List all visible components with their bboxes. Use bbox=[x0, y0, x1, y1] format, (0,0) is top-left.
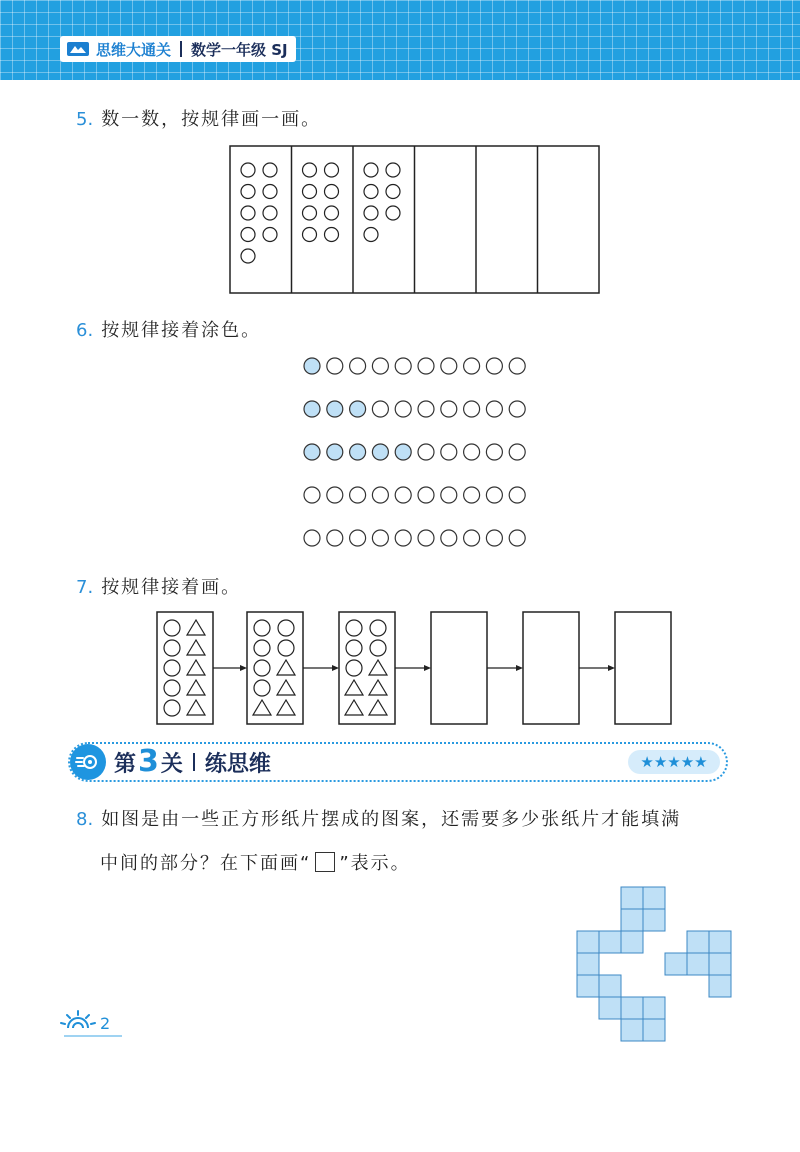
page-number: 2 bbox=[100, 1014, 111, 1033]
question-text: 按规律接着画。 bbox=[101, 577, 242, 598]
q5-circle bbox=[263, 163, 277, 177]
q6-empty-circle bbox=[350, 487, 366, 503]
q6-empty-circle bbox=[486, 487, 502, 503]
question-8-line2 bbox=[100, 849, 411, 875]
q6-empty-circle bbox=[486, 358, 502, 374]
q5-circle bbox=[241, 249, 255, 263]
q8-paper-square bbox=[577, 975, 599, 997]
q6-empty-circle bbox=[395, 358, 411, 374]
q7-circle bbox=[346, 660, 362, 676]
question-number: 5. bbox=[76, 109, 94, 130]
q6-filled-circle bbox=[372, 444, 388, 460]
q7-circle bbox=[164, 640, 180, 656]
q7-triangle bbox=[187, 640, 205, 655]
series-title: 思维大通关 bbox=[96, 40, 172, 59]
q7-box bbox=[523, 612, 579, 724]
q8-paper-square bbox=[687, 953, 709, 975]
q8-paper-square bbox=[577, 931, 599, 953]
q5-circle bbox=[263, 185, 277, 199]
q7-arrow-head bbox=[332, 665, 339, 671]
square-symbol bbox=[315, 852, 335, 872]
question-text: 按规律接着涂色。 bbox=[101, 320, 262, 341]
q6-filled-circle bbox=[395, 444, 411, 460]
q7-circle bbox=[164, 660, 180, 676]
q5-circle bbox=[241, 228, 255, 242]
q6-empty-circle bbox=[464, 358, 480, 374]
q8-paper-square bbox=[599, 975, 621, 997]
q7-circle bbox=[254, 620, 270, 636]
q6-empty-circle bbox=[304, 530, 320, 546]
q7-circle bbox=[254, 640, 270, 656]
q6-empty-circle bbox=[509, 444, 525, 460]
q6-empty-circle bbox=[509, 530, 525, 546]
q7-circle bbox=[370, 620, 386, 636]
q7-arrow-head bbox=[516, 665, 523, 671]
q7-box bbox=[431, 612, 487, 724]
brain-gear-icon bbox=[70, 744, 106, 780]
q7-circle bbox=[164, 680, 180, 696]
q5-circle bbox=[386, 206, 400, 220]
question-number: 8. bbox=[76, 809, 94, 830]
q6-empty-circle bbox=[486, 444, 502, 460]
q8-paper-square bbox=[665, 953, 687, 975]
q5-circle bbox=[325, 206, 339, 220]
q6-empty-circle bbox=[418, 530, 434, 546]
question-text-b: ”表示。 bbox=[339, 853, 411, 874]
q5-circle bbox=[386, 163, 400, 177]
q6-empty-circle bbox=[304, 487, 320, 503]
section-suffix: 关 bbox=[160, 751, 183, 777]
q6-empty-circle bbox=[486, 401, 502, 417]
q7-arrow-head bbox=[424, 665, 431, 671]
q6-empty-circle bbox=[441, 401, 457, 417]
section-divider bbox=[193, 753, 195, 771]
q8-paper-square bbox=[643, 1019, 665, 1041]
q6-empty-circle bbox=[395, 487, 411, 503]
q7-triangle bbox=[187, 700, 205, 715]
section-prefix: 第 bbox=[114, 751, 137, 777]
q8-paper-square bbox=[599, 931, 621, 953]
section-title bbox=[114, 744, 271, 779]
q6-empty-circle bbox=[372, 487, 388, 503]
q7-triangle bbox=[253, 700, 271, 715]
q6-empty-circle bbox=[418, 401, 434, 417]
section-name: 练思维 bbox=[204, 751, 271, 777]
question-number: 7. bbox=[76, 577, 94, 598]
q6-filled-circle bbox=[327, 401, 343, 417]
q6-empty-circle bbox=[327, 487, 343, 503]
q7-triangle bbox=[345, 700, 363, 715]
footer-underline bbox=[64, 1035, 122, 1037]
q5-circle bbox=[303, 185, 317, 199]
q6-empty-circle bbox=[441, 487, 457, 503]
q6-empty-circle bbox=[509, 401, 525, 417]
q7-triangle bbox=[277, 680, 295, 695]
q8-paper-square bbox=[621, 997, 643, 1019]
q6-empty-circle bbox=[464, 444, 480, 460]
q8-paper-square bbox=[709, 975, 731, 997]
q8-paper-square bbox=[643, 997, 665, 1019]
q7-arrow-head bbox=[240, 665, 247, 671]
q6-empty-circle bbox=[509, 358, 525, 374]
q6-empty-circle bbox=[418, 487, 434, 503]
q8-paper-square bbox=[621, 1019, 643, 1041]
q5-circle bbox=[364, 185, 378, 199]
q6-filled-circle bbox=[350, 444, 366, 460]
q8-paper-square bbox=[577, 953, 599, 975]
q8-paper-square bbox=[599, 997, 621, 1019]
q6-empty-circle bbox=[486, 530, 502, 546]
question-text: 数一数，按规律画一画。 bbox=[101, 109, 322, 130]
q6-empty-circle bbox=[395, 401, 411, 417]
q5-circle bbox=[325, 228, 339, 242]
question-8-heading bbox=[76, 805, 681, 831]
q6-empty-circle bbox=[441, 444, 457, 460]
question-text: 如图是由一些正方形纸片摆成的图案，还需要多少张纸片才能填满 bbox=[101, 809, 682, 830]
q7-circle bbox=[254, 660, 270, 676]
q6-empty-circle bbox=[327, 530, 343, 546]
section-number: 3 bbox=[138, 744, 159, 779]
q7-triangle bbox=[369, 680, 387, 695]
q7-circle bbox=[346, 640, 362, 656]
q6-empty-circle bbox=[418, 444, 434, 460]
q5-circle bbox=[241, 206, 255, 220]
q7-triangle bbox=[187, 660, 205, 675]
q6-empty-circle bbox=[441, 358, 457, 374]
q6-empty-circle bbox=[372, 401, 388, 417]
q6-empty-circle bbox=[350, 358, 366, 374]
q8-paper-square bbox=[687, 931, 709, 953]
q7-circle bbox=[278, 640, 294, 656]
q5-circle bbox=[325, 185, 339, 199]
q8-paper-square bbox=[709, 931, 731, 953]
q5-circle bbox=[303, 163, 317, 177]
q6-empty-circle bbox=[350, 530, 366, 546]
question-number: 6. bbox=[76, 320, 94, 341]
q5-circle bbox=[364, 163, 378, 177]
q8-paper-square bbox=[709, 953, 731, 975]
q8-paper-square bbox=[643, 887, 665, 909]
q6-empty-circle bbox=[464, 401, 480, 417]
q5-circle bbox=[241, 163, 255, 177]
q7-triangle bbox=[345, 680, 363, 695]
q5-circle bbox=[325, 163, 339, 177]
q7-circle bbox=[278, 620, 294, 636]
question-text-a: 中间的部分？在下面画“ bbox=[100, 853, 312, 874]
q6-filled-circle bbox=[350, 401, 366, 417]
q7-triangle bbox=[277, 700, 295, 715]
q6-empty-circle bbox=[327, 358, 343, 374]
q6-filled-circle bbox=[304, 358, 320, 374]
q6-empty-circle bbox=[418, 358, 434, 374]
q7-box bbox=[615, 612, 671, 724]
q5-circle bbox=[303, 228, 317, 242]
book-title: 数学一年级 SJ bbox=[191, 40, 288, 59]
q5-circle bbox=[263, 206, 277, 220]
q8-paper-square bbox=[643, 909, 665, 931]
q6-filled-circle bbox=[304, 444, 320, 460]
sun-swirl-icon bbox=[60, 1006, 100, 1036]
q7-circle bbox=[164, 620, 180, 636]
q7-triangle bbox=[187, 620, 205, 635]
q7-triangle bbox=[369, 660, 387, 675]
q7-circle bbox=[164, 700, 180, 716]
difficulty-stars: ★★★★★ bbox=[628, 750, 720, 774]
q7-circle bbox=[254, 680, 270, 696]
q6-empty-circle bbox=[372, 358, 388, 374]
q6-empty-circle bbox=[464, 530, 480, 546]
q6-empty-circle bbox=[509, 487, 525, 503]
q6-filled-circle bbox=[304, 401, 320, 417]
q7-circle bbox=[346, 620, 362, 636]
q7-arrow-head bbox=[608, 665, 615, 671]
q5-circle bbox=[241, 185, 255, 199]
q7-triangle bbox=[187, 680, 205, 695]
q7-circle bbox=[370, 640, 386, 656]
q8-paper-square bbox=[621, 887, 643, 909]
q5-circle bbox=[386, 185, 400, 199]
q6-empty-circle bbox=[372, 530, 388, 546]
q8-paper-square bbox=[621, 909, 643, 931]
q6-empty-circle bbox=[395, 530, 411, 546]
q6-empty-circle bbox=[441, 530, 457, 546]
q5-circle bbox=[364, 228, 378, 242]
q5-circle bbox=[364, 206, 378, 220]
section-heading bbox=[68, 742, 271, 782]
q6-filled-circle bbox=[327, 444, 343, 460]
q8-paper-square bbox=[621, 931, 643, 953]
q5-circle bbox=[263, 228, 277, 242]
q5-circle bbox=[303, 206, 317, 220]
q6-empty-circle bbox=[464, 487, 480, 503]
q7-triangle bbox=[369, 700, 387, 715]
q7-triangle bbox=[277, 660, 295, 675]
